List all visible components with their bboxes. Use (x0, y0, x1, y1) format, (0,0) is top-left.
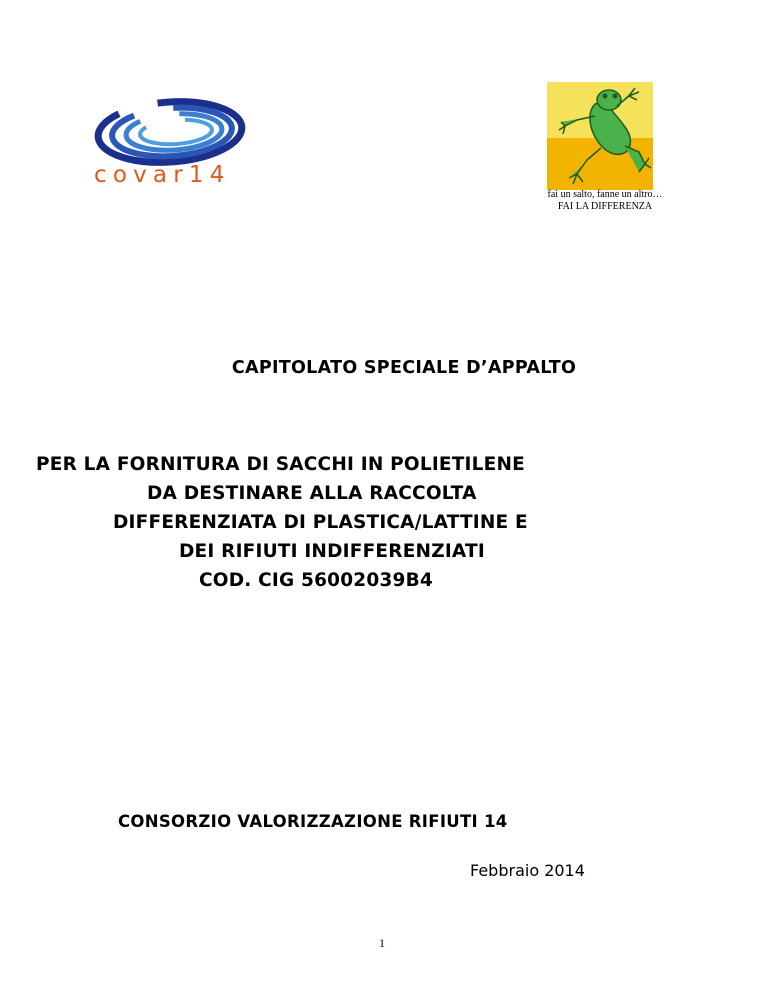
frog-logo (547, 82, 653, 190)
frog-slogan-line1: fai un salto, fanne un altro… (547, 189, 663, 200)
subtitle-line: DEI RIFIUTI INDIFFERENZIATI (179, 541, 485, 562)
covar14-wordmark: covar14 (94, 162, 231, 188)
cig-code: COD. CIG 56002039B4 (199, 570, 433, 591)
covar-swoosh-icon (88, 96, 248, 166)
subtitle-line: PER LA FORNITURA DI SACCHI IN POLIETILENE (36, 454, 525, 475)
frog-slogan-line2: FAI LA DIFFERENZA (557, 201, 653, 212)
frog-icon (547, 82, 653, 190)
subtitle-line: DIFFERENZIATA DI PLASTICA/LATTINE E (113, 512, 528, 533)
subtitle-line: DA DESTINARE ALLA RACCOLTA (147, 483, 477, 504)
document-title: CAPITOLATO SPECIALE D’APPALTO (231, 358, 577, 378)
document-date: Febbraio 2014 (470, 861, 585, 880)
covar14-logo (88, 96, 248, 196)
organization-name: CONSORZIO VALORIZZAZIONE RIFIUTI 14 (118, 812, 508, 831)
page-number: 1 (379, 936, 385, 950)
